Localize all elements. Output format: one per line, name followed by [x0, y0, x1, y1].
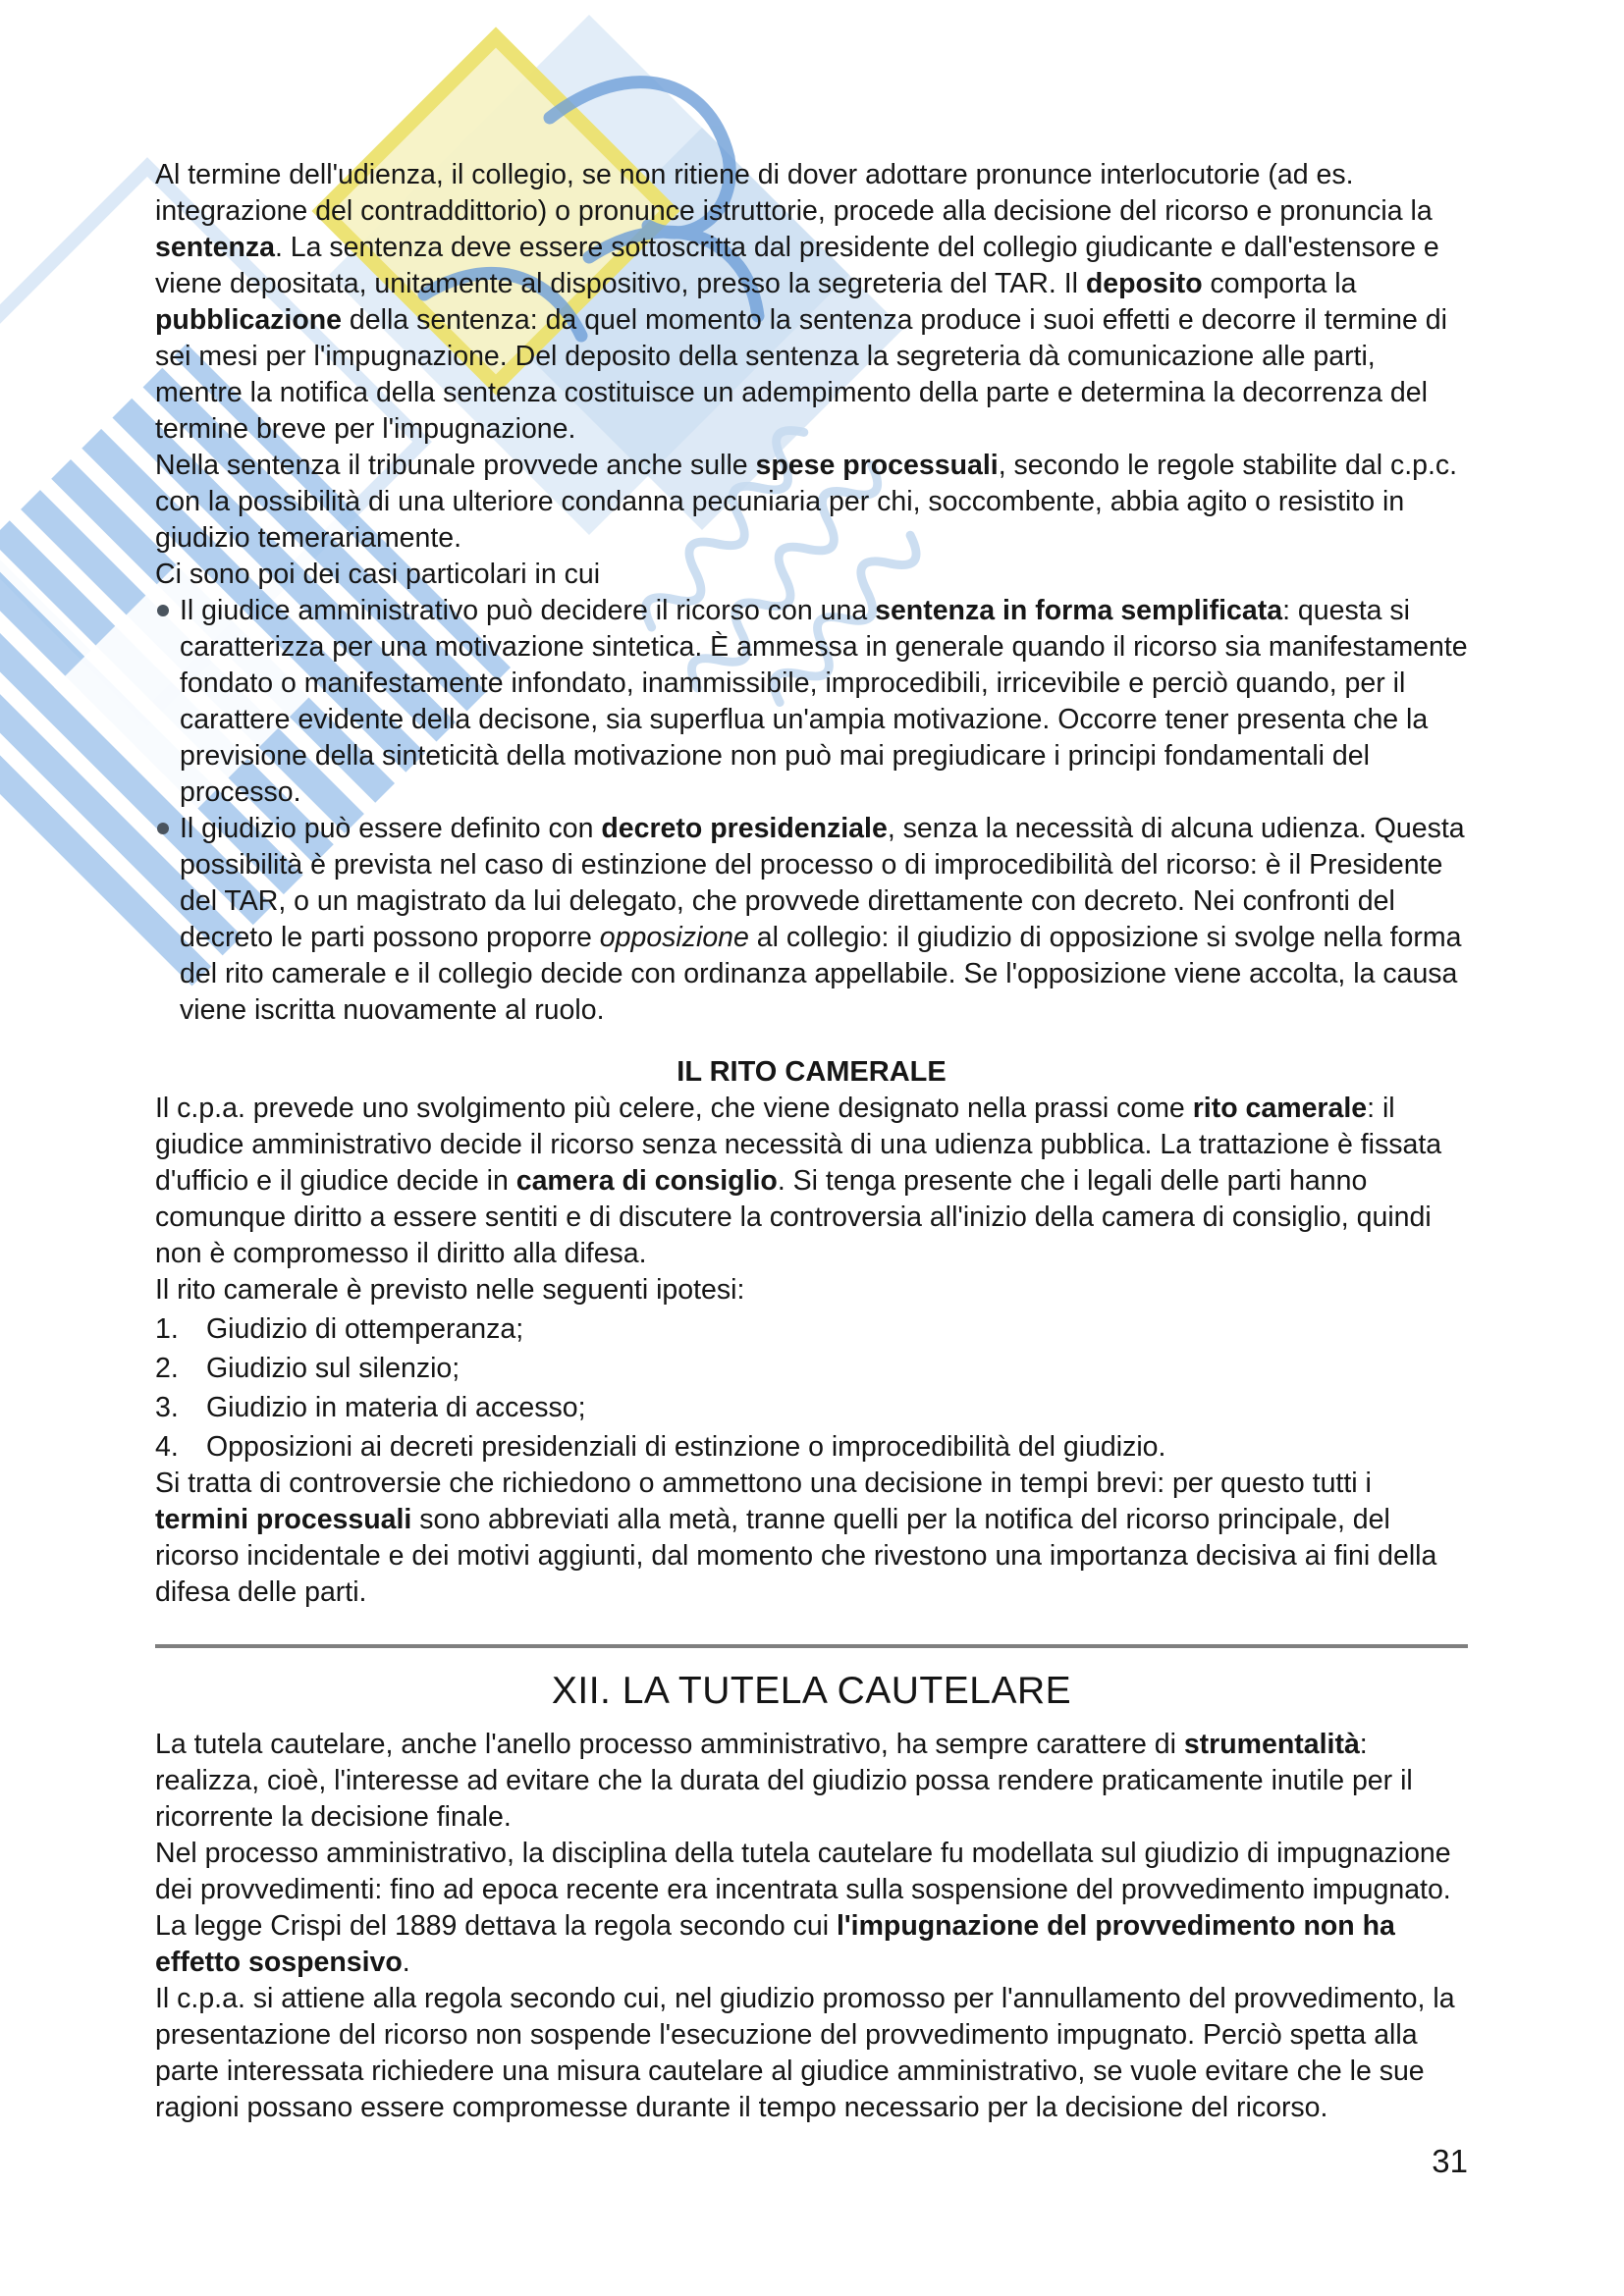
- text-run: . Si tenga presente che i legali delle parti hanno comunque diritto a essere sentiti e di discutere la controversia all'inizio della camera di consiglio, quindi non è compromesso il diritto alla difesa.: [155, 1165, 1432, 1269]
- paragraph: [155, 557, 1468, 593]
- text-run: al collegio: il giudizio di opposizione si svolge nella forma del rito camerale e il collegio decide con ordinanza appellabile. Se l'opposizione viene accolta, la causa viene iscritta nuovamente al ruolo.: [180, 922, 1462, 1026]
- bold-text: spese processuali: [755, 450, 999, 481]
- list-text: [206, 1351, 1468, 1387]
- list-number: 2.: [155, 1353, 179, 1384]
- text-run: Ci sono poi dei casi particolari in cui: [155, 559, 601, 590]
- text-run: , senza la necessità di alcuna udienza. Questa possibilità è prevista nel caso di estinzione del processo o di improcedibilità del ricorso: è il Presidente del TAR, o un magistrato da lui delegato, che provvede direttamente con decreto. Nei confronti del decreto le parti possono proporre: [180, 813, 1465, 953]
- bold-text: strumentalità: [1183, 1729, 1360, 1760]
- text-run: : il giudice amministrativo decide il ricorso senza necessità di una udienza pubblica. La trattazione è fissata d'ufficio e il giudice decide in: [155, 1093, 1442, 1197]
- paragraph: [155, 1981, 1468, 2126]
- paragraph: [155, 1272, 1468, 1308]
- paragraph: [155, 448, 1468, 557]
- text-run: sono abbreviati alla metà, tranne quelli per la notifica del ricorso principale, del ricorso incidentale e dei motivi aggiunti, dal momento che rivestono una importanza decisiva ai fini della difesa delle parti.: [155, 1504, 1437, 1608]
- text-run: Il rito camerale è previsto nelle seguenti ipotesi:: [155, 1274, 745, 1306]
- text-run: La tutela cautelare, anche l'anello processo amministrativo, ha sempre carattere di: [155, 1729, 1184, 1760]
- text-run: Nel processo amministrativo, la disciplina della tutela cautelare fu modellata sul giudizio di impugnazione dei provvedimenti: fino ad epoca recente era incentrata sulla sospensione del provvedimento impugnato. La legge Crispi del 1889 dettava la regola secondo cui: [155, 1838, 1451, 1942]
- list-item: [155, 1429, 1468, 1466]
- text-run: Nella sentenza il tribunale provvede anche sulle: [155, 450, 756, 481]
- list-item: [155, 811, 1468, 1029]
- text-run: .: [402, 1947, 410, 1978]
- chapter-heading: XII. LA TUTELA CAUTELARE: [551, 1670, 1072, 1712]
- numbered-list: [155, 1311, 1468, 1466]
- bold-text: decreto presidenziale: [601, 813, 888, 844]
- italic-text: opposizione: [599, 922, 749, 953]
- bold-text: camera di consiglio: [515, 1165, 778, 1197]
- list-item: [155, 1390, 1468, 1426]
- bold-text: l'impugnazione del provvedimento non ha effetto sospensivo: [155, 1910, 1395, 1978]
- list-item: [155, 593, 1468, 811]
- bullet-icon: [157, 605, 169, 616]
- text-run: Il giudizio può essere definito con: [180, 813, 602, 844]
- page-number: 31: [1432, 2143, 1468, 2179]
- text-run: Si tratta di controversie che richiedono o ammettono una decisione in tempi brevi: per questo tutti i: [155, 1468, 1372, 1499]
- text-run: : realizza, cioè, l'interesse ad evitare che la durata del giudizio possa rendere praticamente inutile per il ricorrente la decisione finale.: [155, 1729, 1413, 1833]
- list-number: 1.: [155, 1313, 179, 1345]
- document-body: [155, 157, 1468, 2126]
- text-run: della sentenza: da quel momento la sentenza produce i suoi effetti e decorre il termine di sei mesi per l'impugnazione. Del deposito della sentenza la segreteria dà comunicazione alle parti, mentre la notifica della sentenza costituisce un adempimento della parte e determina la decorrenza del termine breve per l'impugnazione.: [155, 304, 1447, 445]
- text-run: , secondo le regole stabilite dal c.p.c. con la possibilità di una ulteriore condanna pecuniaria per chi, soccombente, abbia agito o resistito in giudizio temerariamente.: [155, 450, 1458, 554]
- bullet-list: [155, 593, 1468, 1029]
- bold-text: pubblicazione: [155, 304, 343, 336]
- paragraph: [155, 157, 1468, 448]
- text-run: comporta la: [1202, 268, 1357, 299]
- paragraph: [155, 1727, 1468, 1836]
- list-item: [155, 1351, 1468, 1387]
- paragraph: [155, 1091, 1468, 1272]
- bold-text: sentenza in forma semplificata: [875, 595, 1283, 626]
- text-run: Giudizio in materia di accesso;: [206, 1392, 586, 1423]
- section-divider: [155, 1644, 1468, 1648]
- section-heading: IL RITO CAMERALE: [677, 1056, 947, 1088]
- text-run: . La sentenza deve essere sottoscritta dal presidente del collegio giudicante e dall'estensore e viene depositata, unitamente al dispositivo, presso la segreteria del TAR. Il: [155, 232, 1439, 299]
- text-run: Al termine dell'udienza, il collegio, se non ritiene di dover adottare pronunce interlocutorie (ad es. integrazione del contraddittorio) o pronunce istruttorie, procede alla decisione del ricorso e pronuncia la: [155, 159, 1433, 227]
- text-run: Giudizio sul silenzio;: [206, 1353, 460, 1384]
- list-number: 4.: [155, 1431, 179, 1463]
- list-text: [206, 1311, 1468, 1348]
- paragraph: [155, 1836, 1468, 1981]
- bold-text: rito camerale: [1192, 1093, 1368, 1124]
- bold-text: termini processuali: [155, 1504, 412, 1535]
- text-run: Il c.p.a. prevede uno svolgimento più celere, che viene designato nella prassi come: [155, 1093, 1193, 1124]
- paragraph: [155, 1466, 1468, 1611]
- list-text: [206, 1390, 1468, 1426]
- text-run: : questa si caratterizza per una motivazione sintetica. È ammessa in generale quando il ricorso sia manifestamente fondato o manifestamente infondato, inammissibile, improcedibili, irricevibile e perciò quando, per il carattere evidente della decisone, sia superflua un'ampia motivazione. Occorre tener presenta che la previsione della sinteticità della motivazione non può mai pregiudicare i principi fondamentali del processo.: [180, 595, 1468, 808]
- text-run: Giudizio di ottemperanza;: [206, 1313, 524, 1345]
- text-run: Il c.p.a. si attiene alla regola secondo cui, nel giudizio promosso per l'annullamento del provvedimento, la presentazione del ricorso non sospende l'esecuzione del provvedimento impugnato. Perciò spetta alla parte interessata richiedere una misura cautelare al giudice amministrativo, se vuole evitare che le sue ragioni possano essere compromesse durante il tempo necessario per la decisione del ricorso.: [155, 1983, 1455, 2123]
- bold-text: sentenza: [155, 232, 275, 263]
- bold-text: deposito: [1085, 268, 1203, 299]
- bullet-icon: [157, 823, 169, 834]
- list-item: [155, 1311, 1468, 1348]
- text-run: Il giudice amministrativo può decidere il ricorso con una: [180, 595, 876, 626]
- text-run: Opposizioni ai decreti presidenziali di estinzione o improcedibilità del giudizio.: [206, 1431, 1166, 1463]
- list-number: 3.: [155, 1392, 179, 1423]
- list-text: [206, 1429, 1468, 1466]
